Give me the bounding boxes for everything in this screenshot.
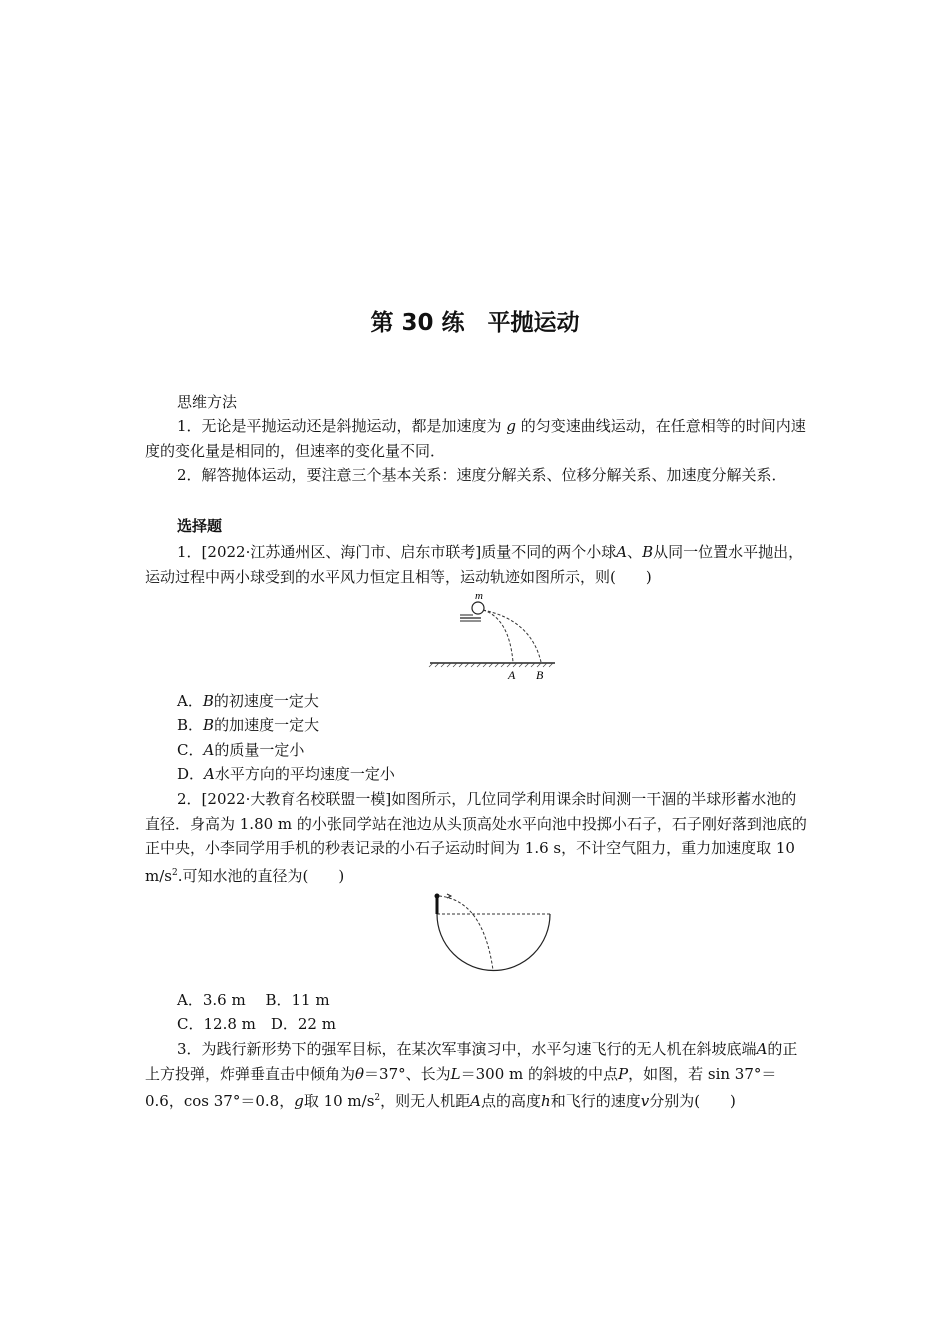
question-1-option-c[interactable]: C．A的质量一定小 xyxy=(177,741,305,759)
figure-label-B: B xyxy=(536,668,544,682)
question-2-stem: 2．[2022·大教育名校联盟一模]如图所示，几位同学利用课余时间测一干涸的半球形蓄水池的直径．身高为 1.80 m 的小张同学站在池边从头顶高处水平向池中投掷小石子，石子刚好落到池底的正中央，小李同学用手机的秒表记录的小石子运动时间为 1.6 s，不计空气阻力，重力加速度取 10 $m/s^2$.可知水池的直径为( ) xyxy=(145,790,807,885)
section-heading: 选择题 xyxy=(177,517,223,535)
method-item-1: 1．无论是平抛运动还是斜抛运动，都是加速度为 g 的匀变速曲线运动，在任意相等的时间内速度的变化量是相同的，但速率的变化量不同． xyxy=(145,417,806,460)
figure-label-A: A xyxy=(508,668,516,682)
method-item-2: 2．解答抛体运动，要注意三个基本关系：速度分解关系、位移分解关系、加速度分解关系． xyxy=(177,466,787,484)
question-1-option-b[interactable]: B．B的加速度一定大 xyxy=(177,716,320,734)
question-1-option-d[interactable]: D．A水平方向的平均速度一定小 xyxy=(177,765,395,783)
figure-label-m: m xyxy=(475,590,483,602)
method-heading: 思维方法 xyxy=(177,393,238,411)
question-2-options-row-1[interactable]: A．3.6 m B．11 m xyxy=(177,991,330,1009)
question-1-figure xyxy=(425,590,560,685)
question-2-options-row-2[interactable]: C．12.8 m D．22 m xyxy=(177,1015,336,1033)
question-1-option-a[interactable]: A．B的初速度一定大 xyxy=(177,692,319,710)
page-title: 第 30 练 平抛运动 xyxy=(370,310,580,336)
question-3-stem: 3．为践行新形势下的强军目标，在某次军事演习中，水平匀速飞行的无人机在斜坡底端A的正上方投弹，炸弹垂直击中倾角为θ＝37°、长为L＝300 m 的斜坡的中点P，如图，若 sin 37°＝0.6，cos 37°＝0.8，g取 10 $m/s^2$，则无人机距A点的高度h和飞行的速度v分别为( ) xyxy=(145,1040,798,1111)
question-2-figure xyxy=(425,886,555,978)
question-1-stem: 1．[2022·江苏通州区、海门市、启东市联考]质量不同的两个小球A、B从同一位置水平抛出，运动过程中两小球受到的水平风力恒定且相等，运动轨迹如图所示，则( ) xyxy=(145,543,804,586)
